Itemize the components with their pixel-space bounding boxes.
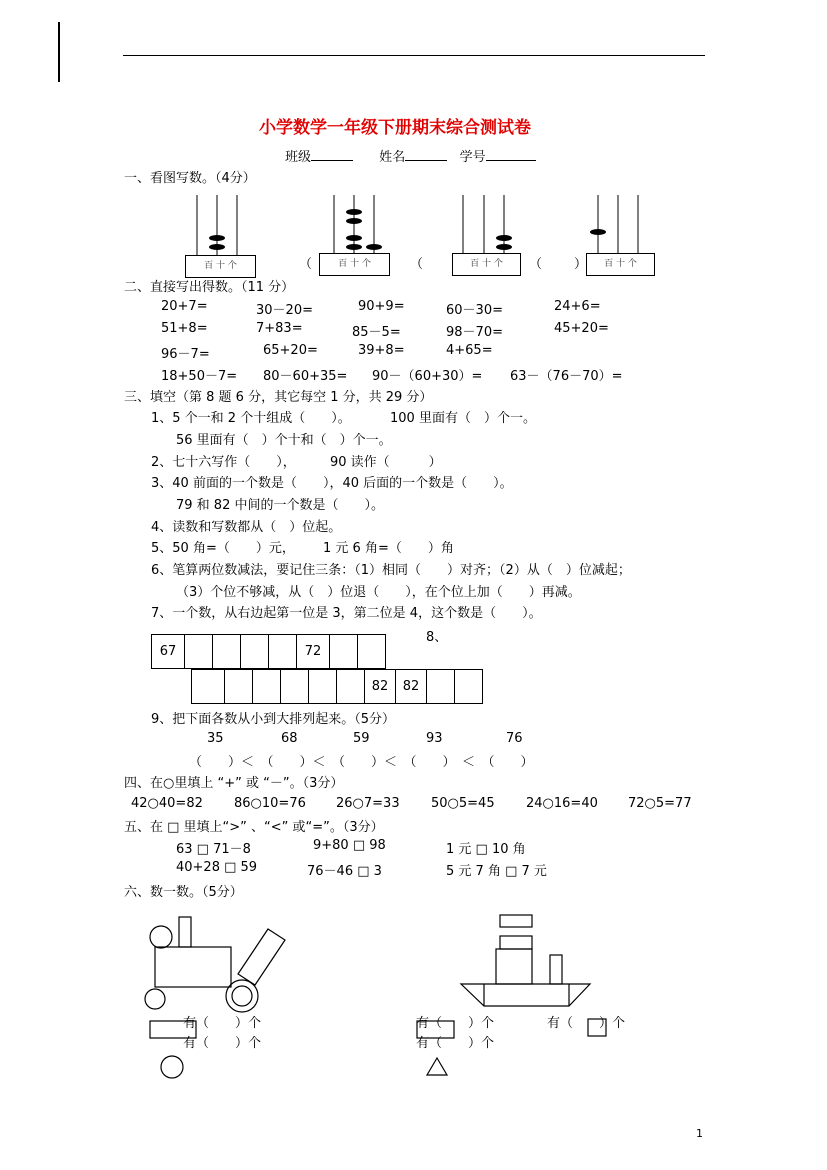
bead [209,244,225,250]
calc-item: 45+20= [554,321,609,336]
q6a: 6、笔算两位数减法，要记住三条：（1）相同（ ）对齐；（2）从（ ）位减起； [151,563,631,578]
calc-item: 90+9= [358,299,405,314]
id-label: 学号 [459,150,486,165]
q9-answer[interactable]: （ ）＜ （ ）＜ （ ）＜ （ ） ＜ （ ） [189,755,534,770]
q5a: 5、50 角=（ ）元， [151,541,295,556]
count-triangle-answer[interactable]: 有（ ）个 [416,1036,495,1051]
grid-cell[interactable] [358,635,386,669]
fill-op-item[interactable]: 26○7=33 [336,796,400,811]
grid-cell: 82 [365,670,396,704]
q8: 8、 [426,630,448,645]
count-rect-answer[interactable]: 有（ ）个 [183,1016,262,1031]
answer-paren-2[interactable]: （ [299,257,313,272]
calc-item: 18+50－7= [161,369,238,384]
class-blank[interactable] [311,148,353,161]
q7: 7、一个数，从右边起第一位是 3，第二位是 4，这个数是（ ）。 [151,606,542,621]
grid-cell: 82 [396,670,427,704]
student-info [285,146,536,165]
compare-item[interactable]: 1 元 □ 10 角 [446,842,526,857]
q5b: 1 元 6 角=（ ）角 [323,541,454,556]
compare-item[interactable]: 5 元 7 角 □ 7 元 [446,864,547,879]
bead [346,235,362,241]
count-circle-answer[interactable]: 有（ ）个 [183,1036,262,1051]
count-rect-answer-2[interactable]: 有（ ）个 [416,1016,495,1031]
grid-cell[interactable] [281,670,309,704]
section4-heading: 四、在○里填上 “+” 或 “－”。（3分） [124,776,344,791]
section3-heading: 三、填空（第 8 题 6 分，其它每空 1 分，共 29 分） [124,390,433,405]
compare-item[interactable]: 63 □ 71－8 [176,842,251,857]
grid-cell[interactable] [185,635,213,669]
abacus-1 [197,195,237,255]
bead [346,244,362,250]
abacus-base-2: 百 十 个 [319,253,390,276]
grid-cell[interactable] [225,670,253,704]
name-label: 姓名 [379,150,406,165]
class-label: 班级 [285,150,312,165]
q6b: （3）个位不够减，从（ ）位退（ ），在个位上加（ ）再减。 [176,585,581,600]
q9: 9、把下面各数从小到大排列起来。（5分） [151,712,396,727]
q4: 4、读数和写数都从（ ）位起。 [151,520,342,535]
q9-number: 68 [281,731,298,746]
bead [346,218,362,224]
calc-item: 24+6= [554,299,601,314]
compare-item[interactable]: 40+28 □ 59 [176,860,258,875]
calc-item: 85－5= [352,325,401,340]
header-rule [123,55,705,56]
grid-cell[interactable] [337,670,365,704]
grid-cell[interactable] [309,670,337,704]
q9-number: 76 [506,731,523,746]
id-blank[interactable] [486,148,536,161]
fill-op-item[interactable]: 72○5=77 [628,796,692,811]
bead [209,235,225,241]
abacus-2 [334,195,382,255]
section5-heading: 五、在 □ 里填上“>” 、“<” 或“=”。（3分） [124,820,384,835]
number-grid-1 [151,634,386,669]
calc-item: 39+8= [358,343,405,358]
grid-cell: 67 [152,635,185,669]
calc-item: 20+7= [161,299,208,314]
q1a: 1、5 个一和 2 个十组成（ ）。 [151,411,351,426]
number-grid-2 [191,669,483,704]
abacus-3 [463,195,512,255]
grid-cell[interactable] [241,635,269,669]
q9-number: 93 [426,731,443,746]
bead [496,235,512,241]
q1b: 100 里面有（ ）个一。 [390,411,536,426]
q9-number: 59 [353,731,370,746]
fill-op-item[interactable]: 42○40=82 [131,796,203,811]
grid-cell[interactable] [253,670,281,704]
calc-item: 4+65= [446,343,493,358]
calc-item: 80－60+35= [263,369,348,384]
bead [366,244,382,250]
page-number: 1 [696,1127,703,1140]
q1c: 56 里面有（ ）个十和（ ）个一。 [176,433,392,448]
grid-cell[interactable] [455,670,483,704]
answer-paren-4-close: ） [574,257,588,272]
grid-cell[interactable] [213,635,241,669]
fill-op-item[interactable]: 50○5=45 [431,796,495,811]
grid-cell[interactable] [330,635,358,669]
section1-heading: 一、看图写数。（4分） [124,171,256,186]
answer-paren-3[interactable]: （ [410,257,424,272]
q2a: 2、七十六写作（ ）， [151,455,296,470]
shape-figures [0,900,827,1100]
calc-item: 30－20= [256,303,313,318]
page-title: 小学数学一年级下册期末综合测试卷 [259,118,531,138]
calc-item: 7+83= [256,321,303,336]
abacus-figures [0,190,827,290]
calc-item: 98－70= [446,325,503,340]
q3b: 79 和 82 中间的一个数是（ ）。 [176,498,384,513]
fill-op-item[interactable]: 86○10=76 [234,796,306,811]
fill-op-item[interactable]: 24○16=40 [526,796,598,811]
calc-item: 96－7= [161,347,210,362]
abacus-base-1: 百 十 个 [185,255,256,278]
boat-figure [417,915,606,1075]
q9-number: 35 [207,731,224,746]
calc-item: 51+8= [161,321,208,336]
q2b: 90 读作（ ） [330,455,442,470]
bead [590,229,606,235]
bead [346,209,362,215]
abacus-4 [590,195,638,255]
section6-heading: 六、数一数。（5分） [124,885,243,900]
name-blank[interactable] [405,148,447,161]
count-square-answer[interactable]: 有（ ）个 [547,1016,626,1031]
calc-item: 65+20= [263,343,318,358]
abacus-base-4: 百 十 个 [586,253,655,276]
margin-bar [58,22,60,82]
grid-cell[interactable] [427,670,455,704]
grid-cell: 72 [297,635,330,669]
calc-item: 60－30= [446,303,503,318]
compare-item[interactable]: 76－46 □ 3 [307,864,382,879]
calc-item: 63－（76－70）= [510,369,623,384]
q3a: 3、40 前面的一个数是（ ），40 后面的一个数是（ ）。 [151,476,513,491]
tractor-figure [145,917,285,1078]
abacus-base-3: 百 十 个 [452,253,521,276]
compare-item[interactable]: 9+80 □ 98 [313,838,386,853]
bead [496,244,512,250]
grid-cell[interactable] [192,670,225,704]
calc-item: 90－（60+30）= [372,369,483,384]
section2-heading: 二、直接写出得数。（11 分） [124,280,295,295]
grid-cell[interactable] [269,635,297,669]
answer-paren-4[interactable]: （ [529,257,543,272]
